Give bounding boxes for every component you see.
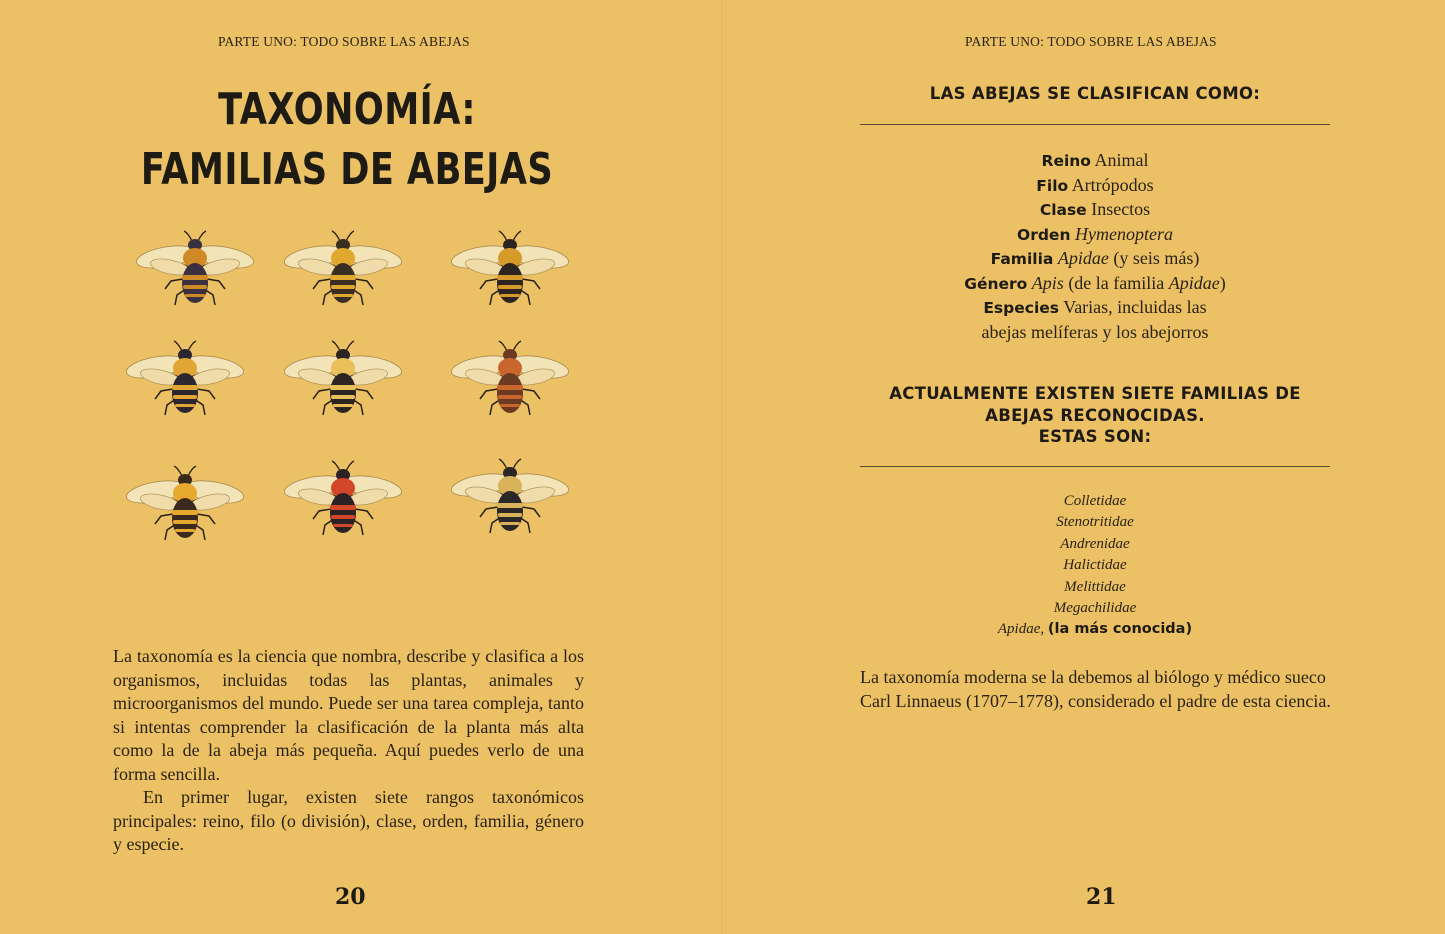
class-row-especies: Especies Varias, incluidas las (983, 297, 1207, 317)
body-text: La taxonomía moderna se la debemos al biólogo y médico sueco Carl Linnaeus (1707–1778), considerado el padre de esta ciencia. (860, 667, 1331, 711)
left-page (0, 0, 722, 934)
class-row-familia: Familia Apidae (y seis más) (990, 248, 1200, 268)
bee-illustration-3 (445, 225, 575, 315)
body-text (113, 645, 584, 857)
right-page (722, 0, 1445, 934)
class-row-filo: Filo Artrópodos (1036, 174, 1154, 195)
paragraph-1: La taxonomía es la ciencia que nombra, describe y clasifica a los organismos, incluidas todas las plantas, animales y microorganismos del mundo. Puede ser una tarea compleja, tanto si intentas comprender la clasificación de la planta más alta como la de la abeja más pequeña. Aquí puedes verlo de una forma sencilla. (113, 646, 584, 784)
family-item: Andrenidae (1060, 535, 1130, 552)
bee-illustration-8 (278, 455, 408, 545)
family-item-last: Apidae, (la más conocida) (997, 621, 1193, 638)
family-item: Melittidae (1064, 578, 1126, 595)
family-item: Colletidae (1063, 493, 1127, 509)
family-item: Megachilidae (1053, 600, 1137, 617)
bee-illustration-9 (445, 453, 575, 543)
class-row-orden: Orden Hymenoptera (1017, 223, 1173, 244)
page-number: 21 (1086, 884, 1117, 910)
bee-illustration-1 (130, 225, 260, 315)
divider-rule (860, 466, 1330, 467)
bee-illustration-4 (120, 335, 250, 425)
class-row-clase: Clase Insectos (1039, 199, 1151, 219)
page-title-line-2: FAMILIAS DE ABEJAS (140, 144, 554, 195)
bee-illustration-grid (120, 225, 590, 545)
bee-illustration-2 (278, 225, 408, 315)
class-row-genero: Género Apis (de la familia Apidae) (964, 272, 1226, 293)
paragraph-2: En primer lugar, existen siete rangos taxonómicos principales: reino, filo (o división), clase, orden, familia, género y especie. (113, 787, 584, 854)
page-title-line-1: TAXONOMÍA: (218, 84, 476, 135)
family-item: Halictidae (1063, 557, 1127, 574)
families-list (860, 491, 1330, 641)
families-heading: ACTUALMENTE EXISTEN SIETE FAMILIAS DE ABEJAS RECONOCIDAS. ESTAS SON: (889, 384, 1301, 446)
divider-rule (860, 124, 1330, 125)
classification-list (860, 149, 1330, 344)
family-item: Stenotritidae (1056, 514, 1134, 531)
bee-illustration-6 (445, 335, 575, 425)
bee-illustration-7 (120, 460, 250, 550)
bee-illustration-5 (278, 335, 408, 425)
class-row-reino: Reino Animal (1041, 150, 1149, 170)
classification-heading: LAS ABEJAS SE CLASIFICAN COMO: (929, 84, 1261, 103)
running-head: PARTE UNO: TODO SOBRE LAS ABEJAS (218, 34, 470, 49)
running-head: PARTE UNO: TODO SOBRE LAS ABEJAS (965, 34, 1217, 49)
page-number: 20 (335, 884, 366, 910)
class-row-especies-cont: abejas melíferas y los abejorros (981, 321, 1209, 342)
